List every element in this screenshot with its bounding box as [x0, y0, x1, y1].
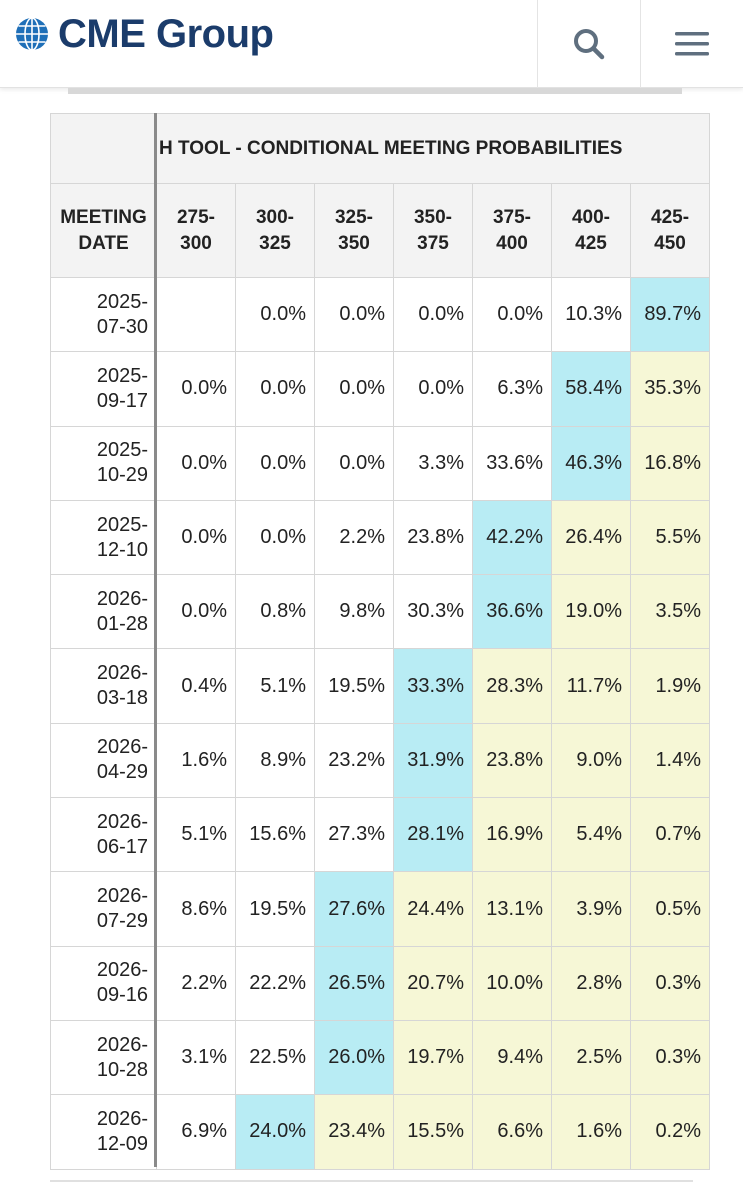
probability-cell: 2.2% — [315, 500, 394, 574]
meeting-date: 2026- 04-29 — [51, 723, 157, 797]
probability-cell: 0.0% — [394, 352, 473, 426]
search-icon — [571, 26, 607, 62]
probability-cell: 0.3% — [631, 1020, 710, 1094]
probability-cell: 3.1% — [157, 1020, 236, 1094]
frozen-column-divider — [154, 113, 157, 1167]
probability-cell: 89.7% — [631, 278, 710, 352]
table-body — [51, 278, 710, 1170]
table-title-row — [51, 114, 710, 184]
probability-cell: 42.2% — [473, 500, 552, 574]
probability-cell: 10.0% — [473, 946, 552, 1020]
probability-cell: 2.5% — [552, 1020, 631, 1094]
probability-cell: 23.8% — [473, 723, 552, 797]
search-button[interactable] — [537, 0, 640, 88]
probability-cell: 5.1% — [157, 798, 236, 872]
rate-range-header: 375- 400 — [473, 184, 552, 278]
table-row — [51, 649, 710, 723]
probability-cell: 0.7% — [631, 798, 710, 872]
rate-range-header: 400- 425 — [552, 184, 631, 278]
table-row — [51, 1095, 710, 1169]
probability-cell: 26.0% — [315, 1020, 394, 1094]
probability-cell: 35.3% — [631, 352, 710, 426]
meeting-date: 2026- 09-16 — [51, 946, 157, 1020]
rate-range-header: 425- 450 — [631, 184, 710, 278]
table-row — [51, 798, 710, 872]
probability-cell: 27.3% — [315, 798, 394, 872]
probability-cell: 0.0% — [157, 352, 236, 426]
probability-cell: 19.5% — [236, 872, 315, 946]
probability-cell: 19.0% — [552, 575, 631, 649]
site-header — [0, 0, 743, 88]
probability-cell: 0.2% — [631, 1095, 710, 1169]
meeting-date: 2026- 10-28 — [51, 1020, 157, 1094]
probability-cell: 0.0% — [315, 352, 394, 426]
probability-cell: 8.9% — [236, 723, 315, 797]
probability-cell: 1.9% — [631, 649, 710, 723]
probability-cell: 15.5% — [394, 1095, 473, 1169]
probability-cell: 1.4% — [631, 723, 710, 797]
meeting-date: 2025- 09-17 — [51, 352, 157, 426]
probability-cell: 22.5% — [236, 1020, 315, 1094]
probability-cell: 24.4% — [394, 872, 473, 946]
probability-cell: 23.4% — [315, 1095, 394, 1169]
probability-cell: 13.1% — [473, 872, 552, 946]
probability-cell: 24.0% — [236, 1095, 315, 1169]
probability-cell: 36.6% — [473, 575, 552, 649]
probability-cell: 23.8% — [394, 500, 473, 574]
conditional-meeting-probabilities-table — [50, 113, 710, 1170]
hamburger-menu-icon — [674, 29, 710, 59]
meeting-date: 2026- 03-18 — [51, 649, 157, 723]
probability-cell: 23.2% — [315, 723, 394, 797]
probability-cell: 19.7% — [394, 1020, 473, 1094]
table-row — [51, 723, 710, 797]
probability-cell: 8.6% — [157, 872, 236, 946]
probability-cell: 0.0% — [473, 278, 552, 352]
probability-cell — [157, 278, 236, 352]
probability-cell: 16.9% — [473, 798, 552, 872]
meeting-date: 2026- 12-09 — [51, 1095, 157, 1169]
meeting-date: 2026- 07-29 — [51, 872, 157, 946]
probability-cell: 0.0% — [157, 426, 236, 500]
probability-cell: 30.3% — [394, 575, 473, 649]
meeting-date-header: MEETING DATE — [51, 184, 157, 278]
probability-cell: 0.0% — [236, 352, 315, 426]
probability-cell: 0.0% — [157, 575, 236, 649]
probability-cell: 5.4% — [552, 798, 631, 872]
table-row — [51, 1020, 710, 1094]
probability-cell: 3.9% — [552, 872, 631, 946]
rate-range-header: 350- 375 — [394, 184, 473, 278]
table-row — [51, 946, 710, 1020]
probability-cell: 5.1% — [236, 649, 315, 723]
probability-cell: 26.5% — [315, 946, 394, 1020]
title-spacer — [51, 114, 157, 184]
table-row — [51, 872, 710, 946]
rate-range-header: 275- 300 — [157, 184, 236, 278]
probability-cell: 20.7% — [394, 946, 473, 1020]
probability-cell: 0.0% — [236, 278, 315, 352]
table-title: H TOOL - CONDITIONAL MEETING PROBABILITIES — [157, 114, 710, 184]
probability-cell: 6.9% — [157, 1095, 236, 1169]
menu-button[interactable] — [640, 0, 743, 88]
header-shadow-bar — [68, 88, 682, 94]
meeting-date: 2026- 01-28 — [51, 575, 157, 649]
probability-cell: 0.0% — [315, 426, 394, 500]
probability-cell: 22.2% — [236, 946, 315, 1020]
probability-cell: 46.3% — [552, 426, 631, 500]
meeting-date: 2026- 06-17 — [51, 798, 157, 872]
probability-cell: 26.4% — [552, 500, 631, 574]
probability-cell: 9.0% — [552, 723, 631, 797]
probability-cell: 0.3% — [631, 946, 710, 1020]
globe-icon — [14, 16, 50, 52]
probability-cell: 3.5% — [631, 575, 710, 649]
probability-cell: 6.3% — [473, 352, 552, 426]
probability-cell: 58.4% — [552, 352, 631, 426]
brand-logo[interactable] — [14, 11, 274, 56]
table-row — [51, 426, 710, 500]
probability-cell: 0.5% — [631, 872, 710, 946]
probability-cell: 0.0% — [315, 278, 394, 352]
probability-cell: 28.3% — [473, 649, 552, 723]
meeting-date: 2025- 12-10 — [51, 500, 157, 574]
probability-cell: 9.8% — [315, 575, 394, 649]
probability-cell: 2.2% — [157, 946, 236, 1020]
probability-cell: 6.6% — [473, 1095, 552, 1169]
probability-cell: 33.3% — [394, 649, 473, 723]
probability-cell: 28.1% — [394, 798, 473, 872]
bottom-divider — [50, 1180, 693, 1182]
table-row — [51, 352, 710, 426]
rate-range-header: 300- 325 — [236, 184, 315, 278]
probability-cell: 0.0% — [236, 426, 315, 500]
probability-cell: 0.0% — [394, 278, 473, 352]
rate-range-header: 325- 350 — [315, 184, 394, 278]
probability-cell: 3.3% — [394, 426, 473, 500]
probability-cell: 9.4% — [473, 1020, 552, 1094]
probability-cell: 27.6% — [315, 872, 394, 946]
probability-cell: 1.6% — [157, 723, 236, 797]
probability-cell: 2.8% — [552, 946, 631, 1020]
probability-cell: 0.4% — [157, 649, 236, 723]
probability-cell: 0.0% — [236, 500, 315, 574]
table-row — [51, 575, 710, 649]
column-header-row — [51, 184, 710, 278]
brand-name: CME Group — [58, 11, 274, 56]
probability-cell: 19.5% — [315, 649, 394, 723]
probability-cell: 0.0% — [157, 500, 236, 574]
probability-cell: 5.5% — [631, 500, 710, 574]
table-row — [51, 278, 710, 352]
probability-cell: 11.7% — [552, 649, 631, 723]
probability-cell: 0.8% — [236, 575, 315, 649]
meeting-date: 2025- 10-29 — [51, 426, 157, 500]
probability-cell: 1.6% — [552, 1095, 631, 1169]
probability-cell: 33.6% — [473, 426, 552, 500]
table-row — [51, 500, 710, 574]
probability-cell: 31.9% — [394, 723, 473, 797]
meeting-date: 2025- 07-30 — [51, 278, 157, 352]
probability-table-container[interactable] — [50, 113, 702, 1170]
probability-cell: 15.6% — [236, 798, 315, 872]
probability-cell: 10.3% — [552, 278, 631, 352]
probability-cell: 16.8% — [631, 426, 710, 500]
